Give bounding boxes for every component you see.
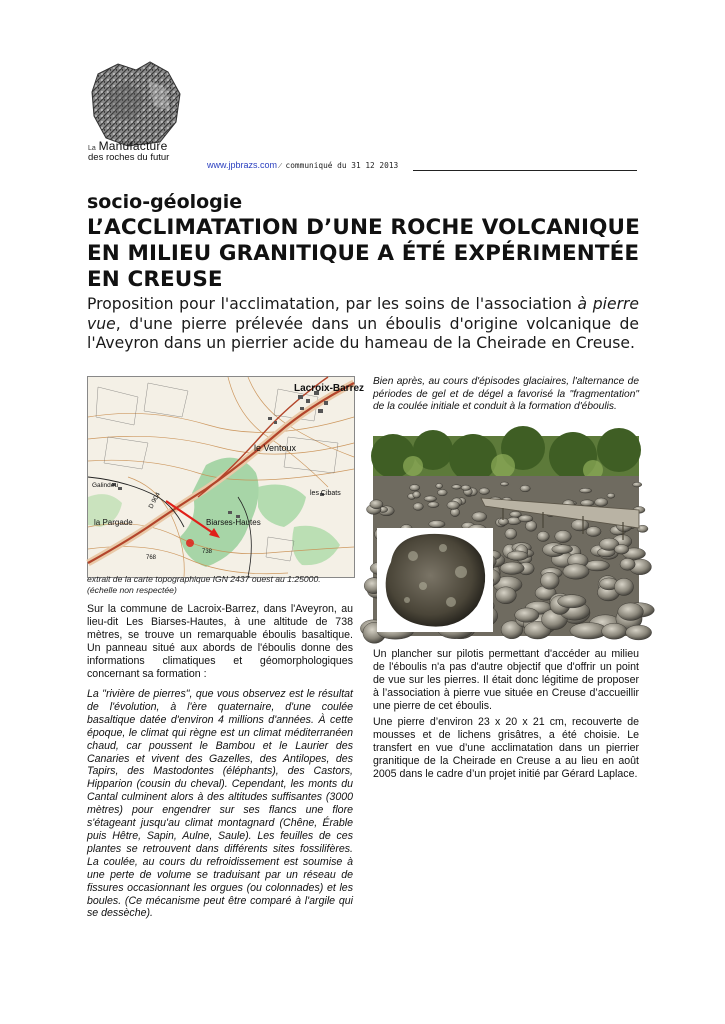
right-paragraph-1: Un plancher sur pilotis permettant d'accéder au milieu de l'éboulis n'a pas d'autre objectif que d'offrir un point de vue sur les pierres. Il était donc légitime de proposer à l’association à pierre vue située en Creuse d’accueillir une pierre de cet éboulis. (373, 648, 639, 712)
website-link[interactable]: www.jpbrazs.com (207, 160, 278, 170)
section-kicker: socio-géologie (87, 191, 243, 213)
logo-manufacture: Manufacture (98, 139, 168, 153)
map-label-ventoux: le Ventoux (254, 443, 297, 453)
map-label-galindeu: Galindeu (92, 482, 119, 489)
lead-text-end: , d'une pierre prélevée dans un éboulis d'origine volcanique de l'Aveyron dans un pierrier acide du hameau de la Cheirade en Creuse. (87, 314, 639, 352)
lead-association-name: à pierre vue (87, 295, 639, 333)
communique-date: ⁄ communiqué du 31 12 2013 (279, 161, 399, 170)
header-line (207, 160, 637, 170)
map-label-road: D 904 (147, 491, 162, 510)
right-intro-italic: Bien après, au cours d'épisodes glaciaires, l'alternance de périodes de gel et de dégel a favorisé la "fragmentation" de la coulée initiale et conduit à la formation d'éboulis. (373, 376, 639, 413)
article-lead (87, 295, 639, 354)
map-caption: extrait de la carte topographique IGN 2437 ouest au 1:25000. (échelle non respectée) (87, 574, 321, 595)
article-title: L’ACCLIMATATION D’UNE ROCHE VOLCANIQUE EN MILIEU GRANITIQUE A ÉTÉ EXPÉRIMENTÉE EN CREUSE (87, 215, 640, 292)
map-label-biarses: Biarses-Hautes (206, 518, 261, 527)
right-paragraph-2: Une pierre d’environ 23 x 20 x 21 cm, recouverte de mousses et de lichens grisâtres, a été choisie. Le transfert en vue d’une acclimatation dans un pierrier granitique de la Cheirade en Creuse a au lieu en août 2005 dans le cadre d’un projet initié par Gérard Laplace. (373, 716, 639, 780)
scree-photo-drawing (373, 436, 639, 636)
lead-text-start: Proposition pour l'acclimatation, par les soins de l'association (87, 295, 578, 313)
header-rule (413, 170, 637, 171)
map-label-lacroix: Lacroix-Barrez (294, 383, 365, 394)
map-label-768: 768 (146, 555, 157, 561)
logo-subtitle: des roches du futur (88, 152, 170, 163)
map-label-pargade: la Pargade (94, 518, 133, 527)
left-paragraph-1: Sur la commune de Lacroix-Barrez, dans l'Aveyron, au lieu-dit Les Biarses-Hautes, à une altitude de 738 mètres, se trouve un remarquable éboulis basaltique. Un panneau situé aux abords de l'éboulis donne des informations climatiques et géomorphologiques concernant sa formation : (87, 603, 353, 680)
map-label-cibats: les Cibats (310, 490, 341, 497)
scree-photo (373, 436, 639, 636)
topographic-map (87, 376, 365, 578)
left-paragraph-panel-quote: La "rivière de pierres", que vous observez est le résultat de l'évolution, à l'ère quaternaire, d'une coulée basaltique datée d'environ 4 millions d'années. À cette époque, le climat qui règne est un climat méditerranéen chaud, car poussent le Bambou et le Laurier des Canaries et vivent des Gazelles, des Antilopes, des Tapirs, des Mastodontes (éléphants), des Castors, Hipparion (cousin du cheval). Cependant, les monts du Cantal culminent alors à des altitudes suffisantes (3000 mètres) pour engendrer sur ses flancs une flore s'étageant jusqu'au climat montagnard (Chêne, Érable puis Hêtre, Sapin, Aulne, Saule). Les feuilles de ces plantes se retrouvent dans différents sites fossilifères. La coulée, au cours du refroidissement est soumise à une perte de volume se traduisant par un réseau de fissures occasionnant les orgues (ou colonnades) et les boules. (Ce mécanisme peut être comparé à l'argile qui se dessèche). (87, 688, 353, 920)
map-drawing (88, 377, 365, 577)
logo-la: La (88, 145, 96, 152)
map-label-738: 738 (202, 549, 213, 555)
